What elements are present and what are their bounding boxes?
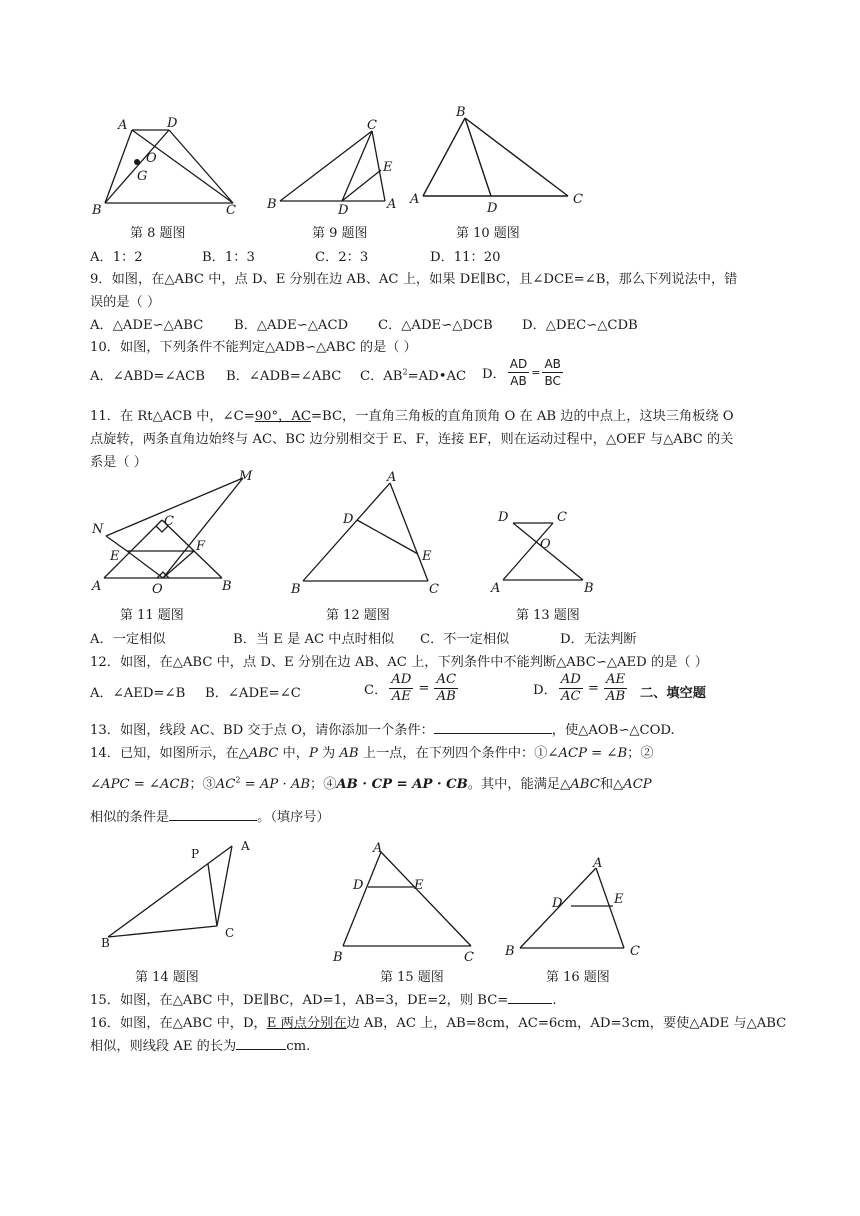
figure-14	[95, 835, 270, 950]
caption-fig12: 第 12 题图	[326, 608, 390, 623]
caption-fig10: 第 10 题图	[456, 226, 520, 241]
caption-fig11: 第 11 题图	[120, 608, 184, 623]
fig10-label-b: B	[456, 105, 466, 120]
fig8-label-g: G	[137, 169, 148, 184]
q9-option-a: A．△ADE∽△ABC	[90, 318, 204, 333]
caption-fig8: 第 8 题图	[130, 226, 186, 241]
q12-option-c: C． $\frac{AD}{AE}$ = $\frac{AC}{AB}$	[364, 672, 457, 704]
fig16-label-c: C	[630, 944, 640, 959]
fig13-label-o: O	[540, 537, 551, 552]
q13-answer-blank[interactable]	[434, 733, 552, 734]
q13: 13．如图，线段 AC、BD 交于点 O，请你添加一个条件： ，使△AOB∽△COD.	[90, 723, 675, 738]
fig8-label-b: B	[92, 203, 102, 218]
fig14-label-p: P	[191, 847, 200, 861]
caption-fig15: 第 15 题图	[380, 970, 444, 985]
q11-line3: 系是（ ）	[90, 455, 147, 470]
q9-option-d: D．△DEC∽△CDB	[522, 318, 638, 333]
q9-options	[90, 314, 638, 333]
caption-fig9: 第 9 题图	[312, 226, 368, 241]
q8-option-c: C．2：3	[315, 250, 369, 265]
q12-option-b: B．∠ADE=∠C	[205, 686, 301, 701]
q8-option-a: A．1：2	[90, 250, 143, 265]
fig14-label-a: A	[241, 839, 250, 853]
q16-line1: 16．如图，在△ABC 中，D，E 两点分别在边 AB，AC 上，AB=8cm，AC=6cm，AD=3cm，要使△ADE 与△ABC	[90, 1016, 787, 1031]
fig14-label-b: B	[101, 936, 110, 950]
fig11-label-f: F	[196, 539, 206, 554]
q16-line2: 相似，则线段 AE 的长为 cm.	[90, 1039, 311, 1054]
figure-13	[488, 498, 608, 603]
figure-8	[90, 105, 250, 220]
q12-option-a: A．∠AED=∠B	[90, 686, 186, 701]
fig16-label-a: A	[593, 856, 603, 871]
q11-option-d: D．无法判断	[560, 632, 637, 647]
fig12-label-a: A	[387, 470, 397, 485]
caption-fig13: 第 13 题图	[516, 608, 580, 623]
q11-option-c: C．不一定相似	[420, 632, 510, 647]
fig16-label-e: E	[614, 892, 624, 907]
fig9-label-b: B	[267, 197, 277, 212]
q10-stem: 10．如图，下列条件不能判定△ADB∽△ABC 的是（ ）	[90, 340, 417, 355]
fig12-label-e: E	[422, 549, 432, 564]
fig16-label-b: B	[505, 944, 515, 959]
fig8-label-d: D	[167, 116, 178, 131]
q11-line1: 11．在 Rt△ACB 中，∠C=90°，AC=BC，一直角三角板的直角顶角 O 在 AB 边的中点上，这块三角板绕 O	[90, 409, 734, 424]
q11-options	[90, 628, 637, 647]
caption-fig14: 第 14 题图	[135, 970, 199, 985]
q11-line2: 点旋转，两条直角边始终与 AC、BC 边分别相交于 E、F，连接 EF，则在运动过程中，△OEF 与△ABC 的关	[90, 432, 734, 447]
figure-10	[408, 103, 593, 216]
fig10-label-d: D	[487, 201, 498, 216]
fig11-label-c: C	[164, 514, 174, 529]
fig13-label-a: A	[491, 581, 501, 596]
q9-line2: 误的是（ ）	[90, 295, 161, 310]
fig11-label-m: M	[239, 469, 253, 484]
fig15-label-e: E	[414, 878, 424, 893]
fig15-label-a: A	[373, 841, 383, 856]
fig10-label-c: C	[573, 192, 583, 207]
fig13-label-c: C	[557, 510, 567, 525]
fig9-label-c: C	[367, 118, 377, 133]
q14-line2: ∠APC = ∠ACB；$③AC^2$ = AP · AB；④AB · CP = AP · CB。其中，能满足△ABC和△ACP	[90, 775, 652, 792]
q15: 15．如图，在△ABC 中，DE∥BC，AD=1，AB=3，DE=2，则 BC= .	[90, 993, 557, 1008]
q16-answer-blank[interactable]	[236, 1049, 286, 1050]
fig10-label-a: A	[410, 192, 420, 207]
q14-line3: 相似的条件是 。（填序号）	[90, 810, 330, 825]
fig11-label-n: N	[92, 522, 104, 537]
figure-11	[90, 468, 260, 598]
q9-option-b: B．△ADE∽△ACD	[234, 318, 349, 333]
fig13-label-b: B	[584, 581, 594, 596]
q8-option-d: D．11：20	[430, 250, 501, 265]
q14-answer-blank[interactable]	[169, 820, 257, 821]
q14-line1: 14．已知，如图所示，在△ABC 中，P 为 AB 上一点，在下列四个条件中：①∠ACP = ∠B；②	[90, 746, 654, 761]
fig16-label-d: D	[552, 896, 563, 911]
q10-option-c: C．$AB^2=AD•AC$	[360, 367, 467, 384]
caption-fig16: 第 16 题图	[546, 970, 610, 985]
figure-12	[288, 468, 448, 598]
fig12-label-d: D	[343, 512, 354, 527]
fig11-label-a: A	[92, 579, 102, 594]
fig9-label-d: D	[338, 203, 349, 218]
fig8-label-a: A	[118, 118, 128, 133]
figure-16	[500, 855, 650, 965]
fig11-label-e: E	[110, 549, 120, 564]
fig12-label-c: C	[429, 582, 439, 597]
fig15-label-d: D	[353, 878, 364, 893]
fig9-label-a: A	[387, 197, 397, 212]
fig8-label-o: O	[146, 151, 157, 166]
figure-9	[265, 115, 410, 218]
q8-options	[90, 246, 501, 265]
fig13-label-d: D	[498, 510, 509, 525]
q10-option-d: D． $\frac{AD}{AB}$ = $\frac{AB}{BC}$	[482, 357, 561, 388]
fig15-label-c: C	[464, 950, 474, 965]
section-heading-fill-in: 二、填空题	[640, 686, 706, 701]
q8-option-b: B．1：3	[202, 250, 255, 265]
q9-option-c: C．△ADE∽△DCB	[378, 318, 493, 333]
fig15-label-b: B	[333, 950, 343, 965]
q9-line1: 9．如图，在△ABC 中，点 D、E 分别在边 AB、AC 上，如果 DE∥BC，且∠DCE=∠B，那么下列说法中，错	[90, 272, 738, 287]
q11-option-a: A．一定相似	[90, 632, 166, 647]
figure-15	[328, 838, 488, 963]
fig14-label-c: C	[225, 926, 235, 940]
q12-stem: 12．如图，在△ABC 中，点 D、E 分别在边 AB、AC 上，下列条件中不能判断△ABC∽△AED 的是（ ）	[90, 655, 708, 670]
q10-option-a: A．∠ABD=∠ACB	[90, 369, 205, 384]
q15-answer-blank[interactable]	[508, 1003, 552, 1004]
fig12-label-b: B	[291, 582, 301, 597]
q10-option-b: B．∠ADB=∠ABC	[226, 369, 342, 384]
q12-option-d: D． $\frac{AD}{AC}$ = $\frac{AE}{AB}$	[533, 672, 626, 704]
fig8-label-c: C	[226, 203, 236, 218]
fig11-label-b: B	[222, 579, 232, 594]
q11-option-b: B．当 E 是 AC 中点时相似	[233, 632, 395, 647]
fig11-label-o: O	[152, 582, 163, 597]
fig9-label-e: E	[383, 160, 393, 175]
